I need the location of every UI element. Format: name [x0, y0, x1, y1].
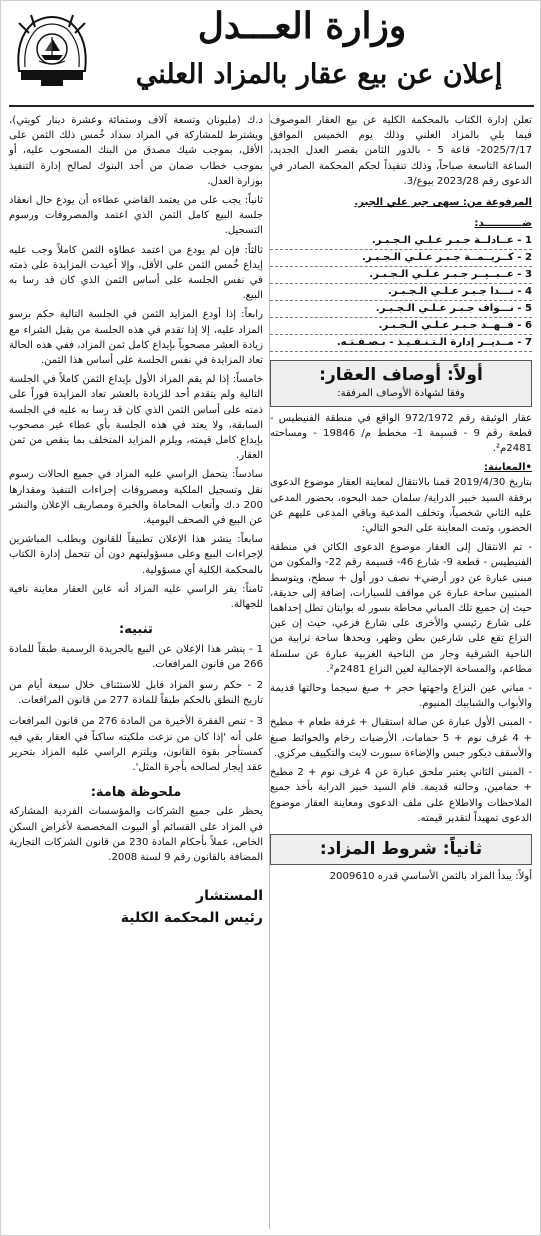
condition-eighth: ثامناً: يقر الراسي عليه المزاد أنه عاين العقار معاينة نافية للجهالة. — [9, 583, 263, 611]
list-item: 2 - حكم رسو المزاد قابل للاستئناف خلال سبعة أيام من تاريخ النطق بالحكم طبقاً للمادة 277 من قانون المرافعات. — [9, 679, 263, 707]
price-continuation: د.ك (مليونان وتسعة آلاف وستمائة وعشرة دينار كويتي)، ويشترط للمشاركة في المزاد سداد خُمس ذلك الثمن على الأقل، بموجب شيك مصدق من البنك المسحوب عليه، أو بموجب خطاب ضمان من أحد البنوك لصالح إدارة التنفيذ بوزارة العدل. — [9, 115, 263, 187]
ad-title: إعلان عن بيع عقار بالمزاد العلني — [135, 59, 503, 90]
inspection-paragraph: بتاريخ 2019/4/30 قمنا بالانتقال لمعاينة العقار موضوع الدعوى برفقة السيد خبير الدراية/ سلمان حمد البحوه، بحضور المدعى عليه الثاني شخصياً، وتخلف المدعية وباقي المدعى عليهم عن الحضور، وتمت المعاينة على النحو التالي: — [270, 477, 533, 535]
list-item: 2 - كــريــمــة جـبـر عـلـي الـجـبـر. — [270, 250, 532, 267]
detail-paragraph: - تم الانتقال إلى العقار موضوع الدعوى الكائن في منطقة الفنيطيس - قطعة 9- شارع 46- قسيمة رقم 22- والمكون من مبنى عبارة عن دور أرضي+ نصف دور أول + سطح، ويتوسط المبنيين ساحة عبارة عن مواقف للسيارات، إضافة إلى حديقة، حيث إن جميع تلك المباني محاطة بسور له بوابتان تطل إحداهما على شارع رئيسي والأخرى على شارع فرعي، حيث إن عين النزاع تقع على شارعين بطن وظهر، ويحدها ساحة ترابية من الناحية الشرقية وجار من الناحية الغربية عبارة عن سلسلة مطاعم، والمساحة الإجمالية لعين النزاع 2481م². — [270, 542, 532, 675]
against-label: ضـــــــــــد: — [474, 218, 532, 230]
important-note: يحظر على جميع الشركات والمؤسسات الفردية المشاركة في المزاد على القسائم أو البيوت المخصصة لأغراض السكن الخاص، عملاً بأحكام المادة 230 من قانون الشركات التجارية المضافة بالقانون رقم 9 لسنة 2008. — [9, 806, 263, 863]
intro-paragraph: تعلن إدارة الكتاب بالمحكمة الكلية عن بيع العقار الموصوف فيما يلي بالمزاد العلني وذلك يوم الخميس الموافق 2025/7/17- قاعة 5 - بالدور الثامن بقصر العدل الجديد، الساعة التاسعة صباحاً، وذلك تنفيذاً لحكم المحكمة الصادر في الدعوى رقم 2023/28 بيوع/3. — [270, 115, 532, 187]
left-column — [9, 113, 263, 929]
condition-seventh: سابعاً: ينشر هذا الإعلان تطبيقاً للقانون وبطلب المباشرين لإجراءات البيع وعلى مسؤوليتهم دون أن تتحمل إدارة الكتاب بالمحكمة الكلية أي مسؤولية. — [9, 534, 263, 576]
list-item: 7 - مــديــر إدارة الـتـنـفـيـذ - بـصـفـتـه. — [270, 335, 532, 352]
list-item: 3 - عــبــيــر جـبـر عـلـي الـجـبـر. — [270, 267, 532, 284]
list-item: 5 - نـــواف جـبـر عـلـي الـجـبـر. — [270, 301, 532, 318]
section-property-box — [270, 360, 532, 406]
header-rule — [9, 105, 534, 107]
signature-role: رئيس المحكمة الكلية — [120, 910, 263, 927]
plaintiff-line: المرفوعة من: سهى جبر علي الجبر. — [354, 197, 532, 209]
important-note-title: ملحوظة هامة: — [90, 785, 182, 801]
column-divider — [269, 113, 270, 1229]
list-item: 1 - عــادلــة جـبـر عـلـي الـجـبـر. — [270, 233, 532, 250]
section-conditions-title: ثانياً: شروط المزاد: — [319, 838, 483, 859]
right-column — [270, 113, 532, 888]
condition-second: ثانياً: يجب على من يعتمد القاضي عطاءه أن يودع حال انعقاد جلسة البيع كامل الثمن الذي اعتمد والمصروفات ورسوم التسجيل. — [9, 195, 263, 237]
notice-title: تنبيه: — [119, 622, 153, 638]
detail-paragraph: - مباني عين النزاع واجهتها حجر + صبغ سيجما وحالتها قديمة والأبواب والشبابيك المنيوم. — [270, 683, 532, 710]
list-item: 4 - نـــدا جـبـر عـلـي الـجـبـر. — [270, 284, 532, 301]
list-item: 3 - تنص الفقرة الأخيرة من المادة 276 من قانون المرافعات على أنه 'إذا كان من نزعت ملكيته ساكناً في العقار بقي فيه كمستأجر بقوة القانون، ويلتزم الراسي عليه المزاد بتحرير عقد إيجار لصالحه بأجرة المثل'. — [9, 716, 263, 773]
section-property-subtitle: وفقا لشهادة الأوصاف المرفقة: — [337, 388, 465, 400]
condition-fifth: خامساً: إذا لم يقم المزاد الأول بإيداع الثمن كاملاً في الجلسة التالية ولم يتقدم أحد للزيادة بالعشر تعاد المزايدة فوراً على ذمته على أساس الثمن الذي كان قد رسا به عليه في الجلسة السابقة، ولا يعتد في هذه الجلسة بأي عطاء غير مصحوب بإيداع كامل قيمته، ويلزم المزايد المتخلف بما ينقص من ثمن العقار. — [9, 374, 263, 462]
first-condition: أولاً: يبدأ المزاد بالثمن الأساسي قدره 2009610 — [329, 870, 532, 882]
ministry-title: وزارة العـــدل — [197, 5, 407, 47]
signature-title: المستشار — [196, 888, 263, 905]
ad-header — [1, 1, 541, 111]
kuwait-emblem-icon — [11, 9, 93, 89]
defendants-list — [270, 233, 532, 352]
inspection-label: •المعاينة: — [483, 462, 532, 474]
detail-paragraph: - المبنى الأول عبارة عن صالة استقبال + غرفة طعام + مطبخ + 4 غرف نوم + 5 حمامات، الأرضيات رخام والحوائط صبغ والأسقف ديكور جبس والإضاءة سبورت لايت والتكييف مركزي. — [270, 717, 533, 759]
section-property-title: أولاً: أوصاف العقار: — [319, 365, 483, 386]
list-item: 1 - ينشر هذا الإعلان عن البيع بالجريدة الرسمية طبقاً للمادة 266 من قانون المرافعات. — [9, 643, 263, 670]
section-conditions-box — [270, 834, 532, 865]
condition-third: ثالثاً: فإن لم يودع من اعتمد عطاؤه الثمن كاملاً وجب عليه إيداع خُمس الثمن على الأقل، وإلا أعيدت المزايدة على ذمته في نفس الجلسة على أساس الثمن الذي كان قد رسا به البيع. — [9, 244, 263, 302]
condition-fourth: رابعاً: إذا أودع المزايد الثمن في الجلسة التالية حكم برسو المزاد عليه، إلا إذا تقدم في هذه الجلسة من يقبل الشراء مع زيادة العشر مصحوباً بإيداع كامل ثمن المزاد، ففي هذه الحالة تعاد المزايدة في نفس الجلسة على أساس هذا الثمن. — [9, 309, 263, 367]
signature-block — [9, 885, 263, 929]
list-item: 6 - فــهــد جـبـر عـلـي الـجـبـر. — [270, 318, 532, 335]
property-paragraph: عقار الوثيقة رقم 972/1972 الواقع في منطقة الفنيطيس - قطعة رقم 9 - قسيمة 1- مخطط م/ 19846 - ومساحته 2481م². — [270, 412, 533, 455]
detail-paragraph: - المبنى الثاني يعتبر ملحق عبارة عن 4 غرف نوم + 2 مطبخ + حمامين، وحالته قديمة. قام السيد خبير الدراية بأخذ جميع الملاحظات والاطلاع على ملف الدعوى ومعاينة العقار موضوع الدعوى تمهيداً لتقدير قيمته. — [270, 767, 532, 824]
condition-sixth: سادساً: يتحمل الراسي عليه المزاد في جميع الحالات رسوم نقل وتسجيل الملكية ومصروفات إجراءات التنفيذ ومقدارها 200 د.ك وأتعاب المحاماة والخبرة ومصاريف الإعلان والنشر عن البيع في الصحف اليومية. — [9, 469, 263, 527]
notice-list — [9, 642, 263, 776]
